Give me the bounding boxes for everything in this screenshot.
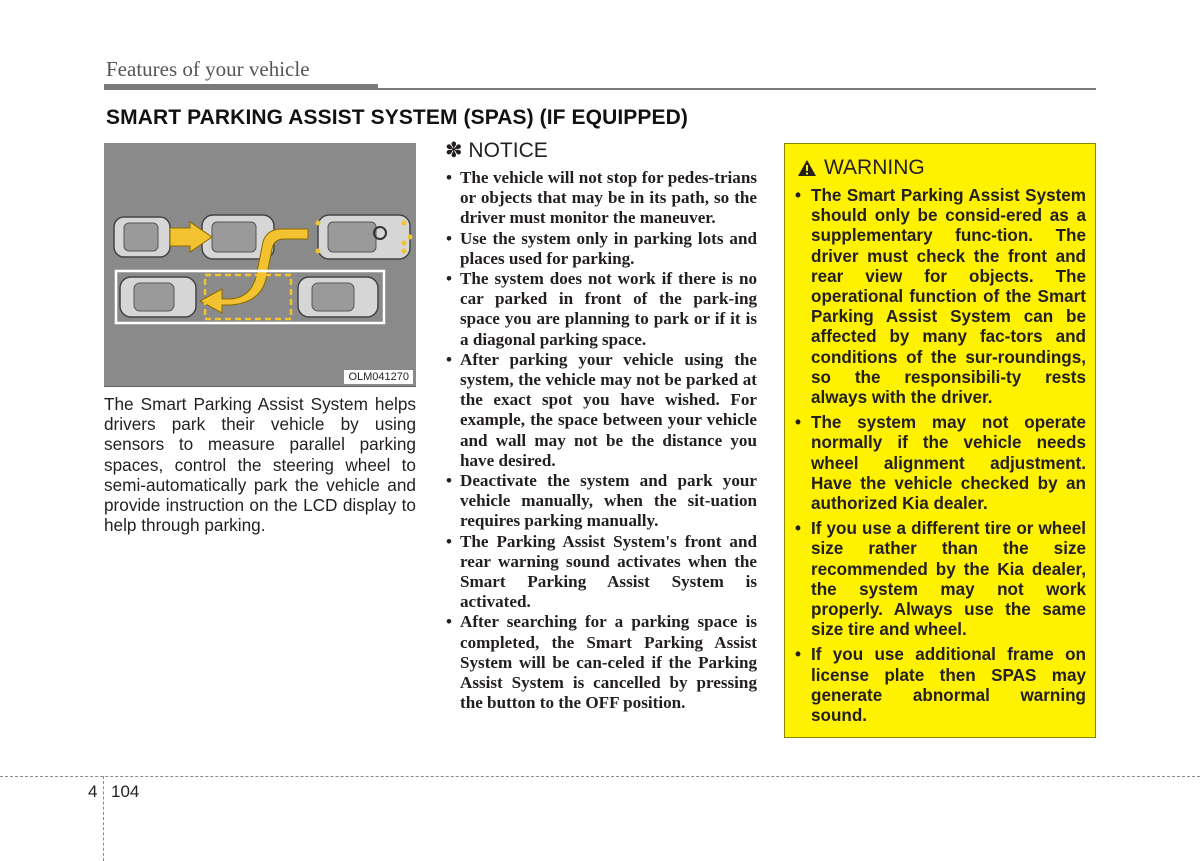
notice-item: • The Parking Assist System's front and rear warning sound activates when the Smart Parking Assist System is activated. — [444, 532, 757, 613]
notice-item: • After searching for a parking space is completed, the Smart Parking Assist System will be can-celed if the Parking Assist System is cancelled by pressing the button to the OFF position. — [444, 612, 757, 713]
header-rule-thick — [104, 84, 378, 90]
warning-title: WARNING — [824, 156, 925, 179]
notice-item: • The system does not work if there is no car parked in front of the park-ing space you are planning to park or if it is a diagonal parking space. — [444, 269, 757, 350]
notice-item: • Deactivate the system and park your vehicle manually, when the sit-uation requires parking manually. — [444, 471, 757, 532]
parking-illustration — [104, 143, 416, 387]
parking-diagram-svg — [104, 143, 416, 386]
parked-car-left — [120, 277, 196, 317]
header-rule-thin — [378, 88, 1096, 90]
section-heading: SMART PARKING ASSIST SYSTEM (SPAS) (IF EQUIPPED) — [106, 106, 688, 129]
moving-car-front — [318, 215, 410, 259]
footer-vertical-divider — [103, 776, 104, 861]
figure-code: OLM041270 — [344, 370, 413, 384]
notice-item: • After parking your vehicle using the system, the vehicle may not be parked at the exact spot you have wished. For example, the space between your vehicle and wall may not be the distance you have desired. — [444, 350, 757, 471]
warning-item: • The Smart Parking Assist System should only be consid-ered as a supplementary func-tion. The driver must check the front and rear view for objects. The operational function of the Smart Parking Assist System can be affected by many fac-tors and conditions of the sur-roundings, so the responsibili-ty rests always with the driver. — [793, 186, 1086, 408]
warning-item: • The system may not operate normally if the vehicle needs wheel alignment adjustment. Have the vehicle checked by an authorized Kia dealer. — [793, 413, 1086, 514]
intro-paragraph: The Smart Parking Assist System helps drivers park their vehicle by using sensors to measure parallel parking spaces, control the steering wheel to semi-automatically park the vehicle and provide instruction on the LCD display to help through parking. — [104, 394, 416, 536]
warning-heading — [797, 156, 925, 180]
moving-car-rear — [114, 217, 170, 257]
notice-title: ✽ NOTICE — [445, 139, 548, 162]
notice-list — [444, 168, 757, 713]
notice-item: • The vehicle will not stop for pedes-trians or objects that may be in its path, so the driver must monitor the maneuver. — [444, 168, 757, 229]
running-header: Features of your vehicle — [106, 57, 310, 81]
warning-triangle-icon — [797, 159, 817, 177]
footer-divider — [0, 776, 1200, 777]
chapter-number: 4 — [88, 782, 98, 801]
notice-item: • Use the system only in parking lots and places used for parking. — [444, 229, 757, 269]
page-number: 104 — [111, 782, 140, 801]
parked-car-right — [298, 277, 378, 317]
warning-list — [793, 186, 1086, 731]
warning-box — [784, 143, 1096, 738]
warning-item: • If you use a different tire or wheel size rather than the size recommended by the Kia dealer, the system may not work properly. Always use the same size tire and wheel. — [793, 519, 1086, 640]
warning-item: • If you use additional frame on license plate then SPAS may generate abnormal warning sound. — [793, 645, 1086, 726]
